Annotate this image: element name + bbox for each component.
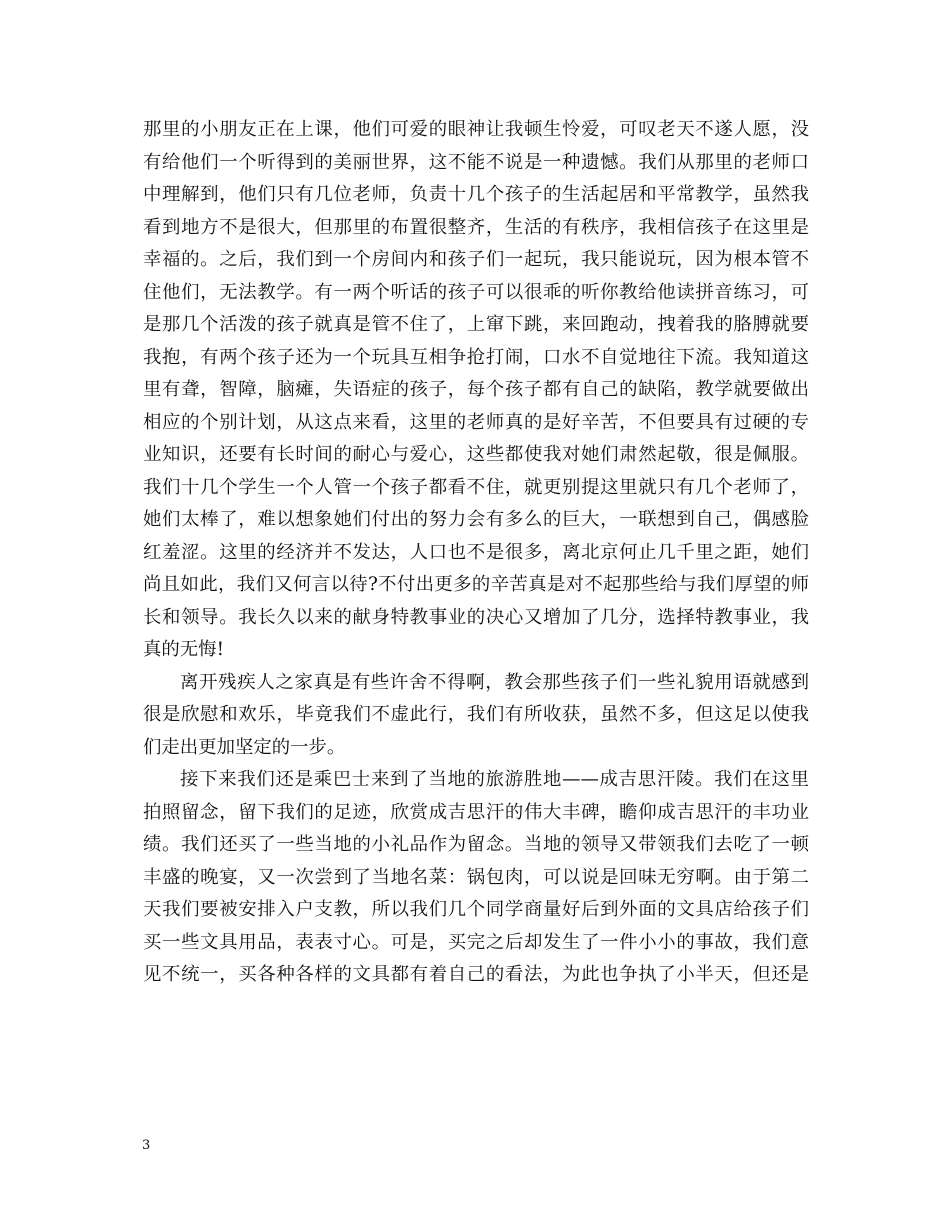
text-line: 业知识，还要有长时间的耐心与爱心，这些都使我对她们肃然起敬，很是佩服。 — [143, 444, 809, 465]
text-line: 红羞涩。这里的经济并不发达，人口也不是很多，离北京何止几千里之距，她们 — [143, 541, 809, 563]
paragraph — [143, 114, 809, 667]
paragraph — [143, 764, 809, 992]
text-line: 相应的个别计划，从这点来看，这里的老师真的是好辛苦，不但要具有过硬的专 — [143, 411, 809, 433]
text-line: 绩。我们还买了一些当地的小礼品作为留念。当地的领导又带领我们去吃了一顿 — [143, 834, 809, 855]
text-line: 真的无悔! — [143, 639, 224, 660]
page-number: 3 — [142, 1138, 151, 1153]
text-line: 长和领导。我长久以来的献身特教事业的决心又增加了几分，选择特教事业，我 — [143, 606, 809, 628]
text-line: 离开残疾人之家真是有些许舍不得啊，教会那些孩子们一些礼貌用语就感到 — [180, 671, 809, 693]
text-line: 尚且如此，我们又何言以待?不付出更多的辛苦真是对不起那些给与我们厚望的师 — [143, 574, 809, 595]
text-line: 中理解到，他们只有几位老师，负责十几个孩子的生活起居和平常教学，虽然我 — [143, 184, 809, 205]
text-line: 丰盛的晚宴，又一次尝到了当地名菜：锅包肉，可以说是回味无穷啊。由于第二 — [143, 866, 809, 888]
text-line: 里有聋，智障，脑瘫，失语症的孩子，每个孩子都有自己的缺陷，教学就要做出 — [143, 379, 809, 400]
text-line: 买一些文具用品，表表寸心。可是，买完之后却发生了一件小小的事故，我们意 — [143, 931, 809, 953]
text-line: 幸福的。之后，我们到一个房间内和孩子们一起玩，我只能说玩，因为根本管不 — [143, 249, 809, 270]
text-line: 她们太棒了，难以想象她们付出的努力会有多么的巨大，一联想到自己，偶感脸 — [143, 509, 809, 530]
text-line: 接下来我们还是乘巴士来到了当地的旅游胜地——成吉思汗陵。我们在这里 — [180, 769, 809, 790]
paragraph — [143, 667, 809, 765]
text-line: 我抱，有两个孩子还为一个玩具互相争抢打闹，口水不自觉地往下流。我知道这 — [143, 346, 809, 368]
text-line: 我们十几个学生一个人管一个孩子都看不住，就更别提这里就只有几个老师了， — [143, 476, 809, 498]
text-line: 有给他们一个听得到的美丽世界，这不能不说是一种遗憾。我们从那里的老师口 — [143, 151, 809, 173]
body-text — [143, 114, 809, 992]
text-line: 们走出更加坚定的一步。 — [143, 736, 346, 758]
text-line: 那里的小朋友正在上课，他们可爱的眼神让我顿生怜爱，可叹老天不遂人愿，没 — [143, 119, 809, 140]
text-line: 很是欣慰和欢乐，毕竟我们不虚此行，我们有所收获，虽然不多，但这足以使我 — [143, 704, 809, 725]
text-line: 见不统一，买各种各样的文具都有着自己的看法，为此也争执了小半天，但还是 — [143, 964, 809, 985]
text-line: 看到地方不是很大，但那里的布置很整齐，生活的有秩序，我相信孩子在这里是 — [143, 216, 809, 238]
text-line: 是那几个活泼的孩子就真是管不住了，上窜下跳，来回跑动，拽着我的胳膊就要 — [143, 314, 809, 335]
text-line: 住他们，无法教学。有一两个听话的孩子可以很乖的听你教给他读拼音练习，可 — [143, 281, 809, 303]
text-line: 拍照留念，留下我们的足迹，欣赏成吉思汗的伟大丰碑，瞻仰成吉思汗的丰功业 — [143, 801, 809, 823]
text-line: 天我们要被安排入户支教，所以我们几个同学商量好后到外面的文具店给孩子们 — [143, 899, 809, 920]
